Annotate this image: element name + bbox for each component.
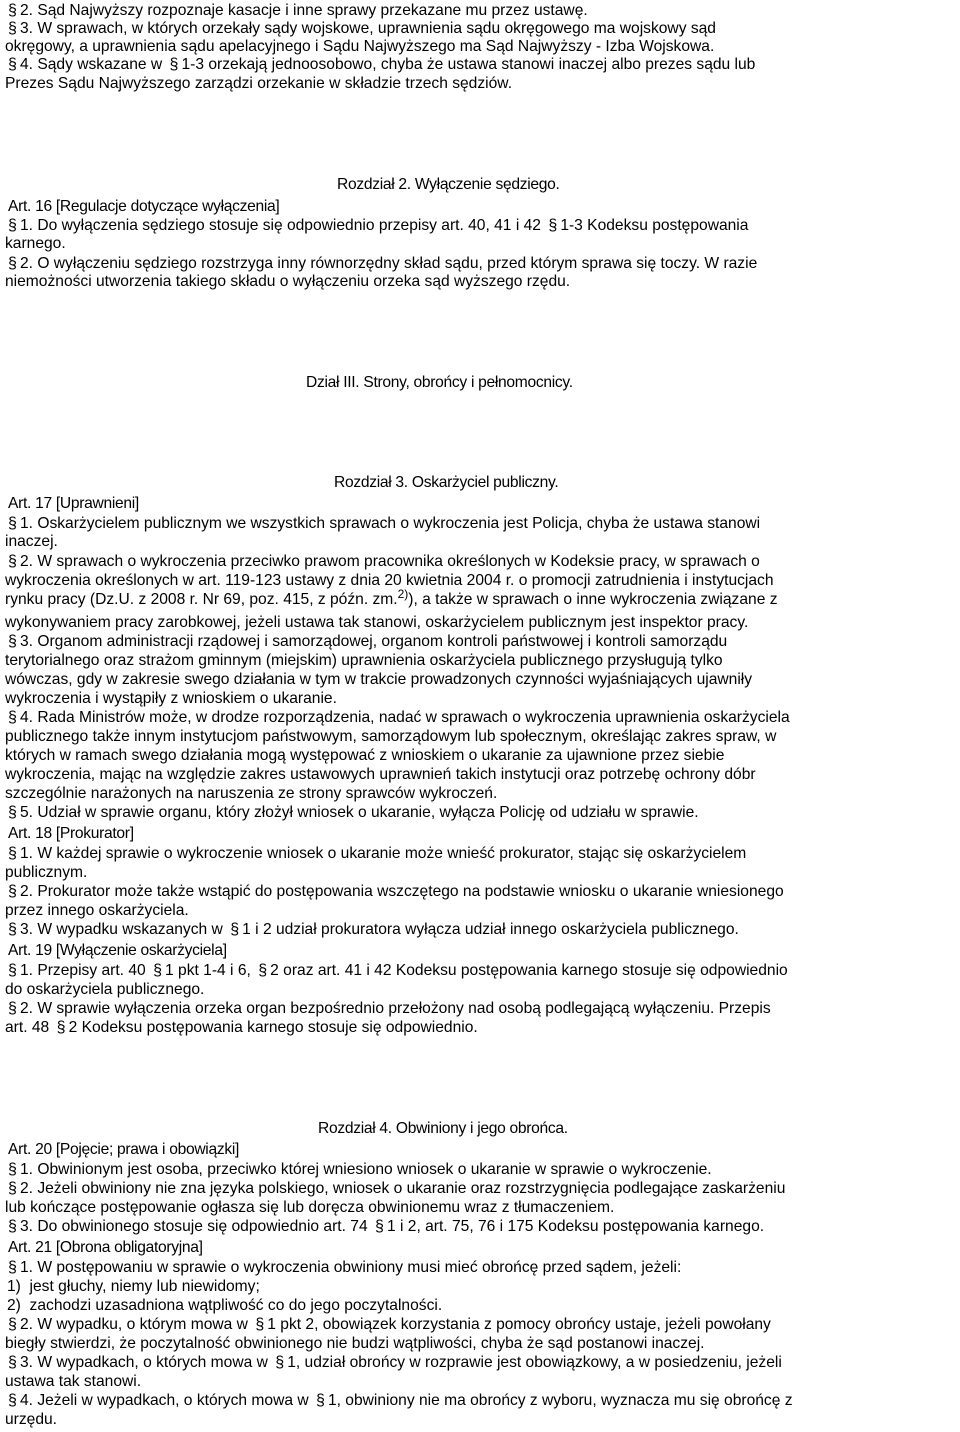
text-line: § 1. Do wyłączenia sędziego stosuje się odpowiednio przepisy art. 40, 41 i 42 § 1-3 Kodeksu postępowania [5,217,748,234]
section-sign: § [8,56,17,73]
section-sign: § [56,1019,66,1036]
text-line: publicznego także innym instytucjom państwowym, samorządowym lub społecznym, określając zakres spraw, w [5,728,777,745]
text-line: terytorialnego oraz strażom gminnym (miejskim) uprawnienia oskarżyciela publicznego przysługują tylko [5,652,723,669]
section-sign: § [8,845,17,862]
text-line: ustawa tak stanowi. [5,1373,142,1390]
section-sign: § [8,883,17,900]
section-sign: § [8,804,17,821]
article-heading: Art. 19 [Wyłączenie oskarżyciela] [8,942,227,959]
section-sign: § [8,709,17,726]
section-sign: § [258,962,268,979]
text-line: § 2. W sprawach o wykroczenia przeciwko prawom pracownika określonych w Kodeksie pracy, w sprawach o [5,553,760,570]
text-line: § 3. W wypadkach, o których mowa w § 1, udział obrońcy w rozprawie jest obowiązkowy, a w posiedzeniu, jeżeli [5,1354,782,1371]
text-line: których w ramach swego działania mogą występować z wnioskiem o ukaranie za ujawnione przez siebie [5,747,725,764]
section-sign: § [375,1218,384,1235]
text-line: § 2. Prokurator może także wstąpić do postępowania wszczętego na podstawie wniosku o ukaranie wniesionego [5,883,784,900]
text-line: § 4. Sądy wskazane w § 1-3 orzekają jednoosobowo, chyba że ustawa stanowi inaczej albo prezes sądu lub [5,56,755,73]
text-line: szczególnie narażonych na naruszenia ze strony sprawców wykroczeń. [5,785,498,802]
section-sign: § [8,1259,17,1276]
footnote-ref: 2) [397,587,409,601]
text-line: § 5. Udział w sprawie organu, który złożył wniosek o ukaranie, wyłącza Policję od udziału w sprawie. [5,804,699,821]
text-line: wykroczenia i wystąpiły z wnioskiem o ukaranie. [5,690,337,707]
text-line: § 1. W każdej sprawie o wykroczenie wniosek o ukaranie może wnieść prokurator, stając się oskarżycielem [5,845,746,862]
text-line: § 2. O wyłączeniu sędziego rozstrzyga inny równorzędny skład sądu, przed którym sprawa się toczy. W razie [5,255,757,272]
text-line: wykroczenia, mając na względzie zakres ustawowych uprawnień takich instytucji oraz potrzebę ochrony dóbr [5,766,756,783]
article-heading: Art. 17 [Uprawnieni] [8,495,139,512]
text-line: biegły stwierdzi, że poczytalność obwinionego nie budzi wątpliwości, chyba że sąd postanowi inaczej. [5,1335,705,1352]
text-line: karnego. [5,235,66,252]
list-item: 2) zachodzi uzasadniona wątpliwość co do jego poczytalności. [7,1297,443,1314]
text-line: § 4. Rada Ministrów może, w drodze rozporządzenia, nadać w sprawach o wykroczenia uprawnienia oskarżyciela [5,709,790,726]
text-line: § 2. Sąd Najwyższy rozpoznaje kasacje i inne sprawy przekazane mu przez ustawę. [5,2,588,19]
text-line: wykroczenia określonych w art. 119-123 ustawy z dnia 20 kwietnia 2004 r. o promocji zatrudnienia i instytucjach [5,572,774,589]
list-item: 1) jest głuchy, niemy lub niewidomy; [7,1278,260,1295]
text-line: art. 48 § 2 Kodeksu postępowania karnego stosuje się odpowiednio. [5,1019,478,1036]
text-line: § 2. Jeżeli obwiniony nie zna języka polskiego, wniosek o ukaranie oraz rozstrzygnięcia podlegające zaskarżeniu [5,1180,785,1197]
section-sign: § [8,921,17,938]
section-sign: § [8,1000,17,1017]
text-line: rynku pracy (Dz.U. z 2008 r. Nr 69, poz. 415, z późn. zm.$^{2)}$), a także w sprawach o inne wykroczenia związane z [5,587,778,608]
chapter-heading: Rozdział 3. Oskarżyciel publiczny. [334,474,559,491]
section-sign: § [8,217,17,234]
section-sign: § [8,1354,17,1371]
text-line: § 1. Przepisy art. 40 § 1 pkt 1-4 i 6, § 2 oraz art. 41 i 42 Kodeksu postępowania karnego stosuje się odpowiednio [5,962,788,979]
text-line: § 1. W postępowaniu w sprawie o wykroczenia obwiniony musi mieć obrońcę przed sądem, jeżeli: [5,1259,681,1276]
chapter-heading: Rozdział 2. Wyłączenie sędziego. [337,176,560,193]
division-heading: Dział III. Strony, obrońcy i pełnomocnicy. [306,374,573,391]
section-sign: § [8,1392,17,1409]
text-line: § 1. Obwinionym jest osoba, przeciwko której wniesiono wniosek o ukaranie w sprawie o wykroczenie. [5,1161,712,1178]
section-sign: § [8,2,17,19]
text-line: § 3. W wypadku wskazanych w § 1 i 2 udział prokuratora wyłącza udział innego oskarżyciela publicznego. [5,921,739,938]
section-sign: § [255,1316,265,1333]
text-line: okręgowy, a uprawnienia sądu apelacyjnego i Sądu Najwyższego ma Sąd Najwyższy - Izba Wojskowa. [5,38,715,55]
section-sign: § [8,20,17,37]
text-line: niemożności utworzenia takiego składu o wyłączeniu orzeka sąd wyższego rzędu. [5,273,571,290]
text-line: urzędu. [5,1411,58,1428]
section-sign: § [153,962,162,979]
text-line: § 3. Organom administracji rządowej i samorządowej, organom kontroli państwowej i kontroli samorządu [5,633,727,650]
section-sign: § [8,633,17,650]
section-sign: § [8,962,17,979]
article-heading: Art. 16 [Regulacje dotyczące wyłączenia] [8,198,280,215]
text-line: Prezes Sądu Najwyższego zarządzi orzekanie w składzie trzech sędziów. [5,75,513,92]
text-line: § 2. W sprawie wyłączenia orzeka organ bezpośrednio przełożony nad osobą podlegającą wyłączeniu. Przepis [5,1000,771,1017]
text-line: publicznym. [5,864,88,881]
article-heading: Art. 21 [Obrona obligatoryjna] [8,1239,203,1256]
article-heading: Art. 20 [Pojęcie; prawa i obowiązki] [8,1141,240,1158]
section-sign: § [316,1392,325,1409]
text-line: § 1. Oskarżycielem publicznym we wszystkich sprawach o wykroczenia jest Policja, chyba że ustawa stanowi [5,515,760,532]
section-sign: § [275,1354,285,1371]
text-line: § 3. Do obwinionego stosuje się odpowiednio art. 74 § 1 i 2, art. 75, 76 i 175 Kodeksu postępowania karnego. [5,1218,764,1235]
text-line: inaczej. [5,533,58,550]
section-sign: § [8,515,17,532]
text-line: do oskarżyciela publicznego. [5,981,205,998]
text-line: § 3. W sprawach, w których orzekały sądy wojskowe, uprawnienia sądu okręgowego ma wojskowy sąd [5,20,716,37]
section-sign: § [8,1218,17,1235]
chapter-heading: Rozdział 4. Obwiniony i jego obrońca. [318,1120,568,1137]
section-sign: § [8,255,17,272]
section-sign: § [8,1161,17,1178]
section-sign: § [8,1180,17,1197]
article-heading: Art. 18 [Prokurator] [8,825,134,842]
section-sign: § [8,1316,17,1333]
text-line: § 2. W wypadku, o którym mowa w § 1 pkt 2, obowiązek korzystania z pomocy obrońcy ustaje, jeżeli powołany [5,1316,771,1333]
text-line: wykonywaniem pracy zarobkowej, jeżeli ustawa tak stanowi, oskarżycielem publicznym jest inspektor pracy. [5,614,749,631]
text-line: lub kończące postępowanie ogłasza się lub doręcza obwinionemu wraz z tłumaczeniem. [5,1199,615,1216]
text-line: przez innego oskarżyciela. [5,902,189,919]
section-sign: § [230,921,240,938]
section-sign: § [8,553,17,570]
text-line: wówczas, gdy w zakresie swego działania w tym w trakcie prowadzonych czynności wyjaśniających ujawniły [5,671,753,688]
text-line: § 4. Jeżeli w wypadkach, o których mowa w § 1, obwiniony nie ma obrońcy z wyboru, wyznacza mu się obrońcę z [5,1392,793,1409]
section-sign: § [548,217,558,234]
section-sign: § [169,56,179,73]
